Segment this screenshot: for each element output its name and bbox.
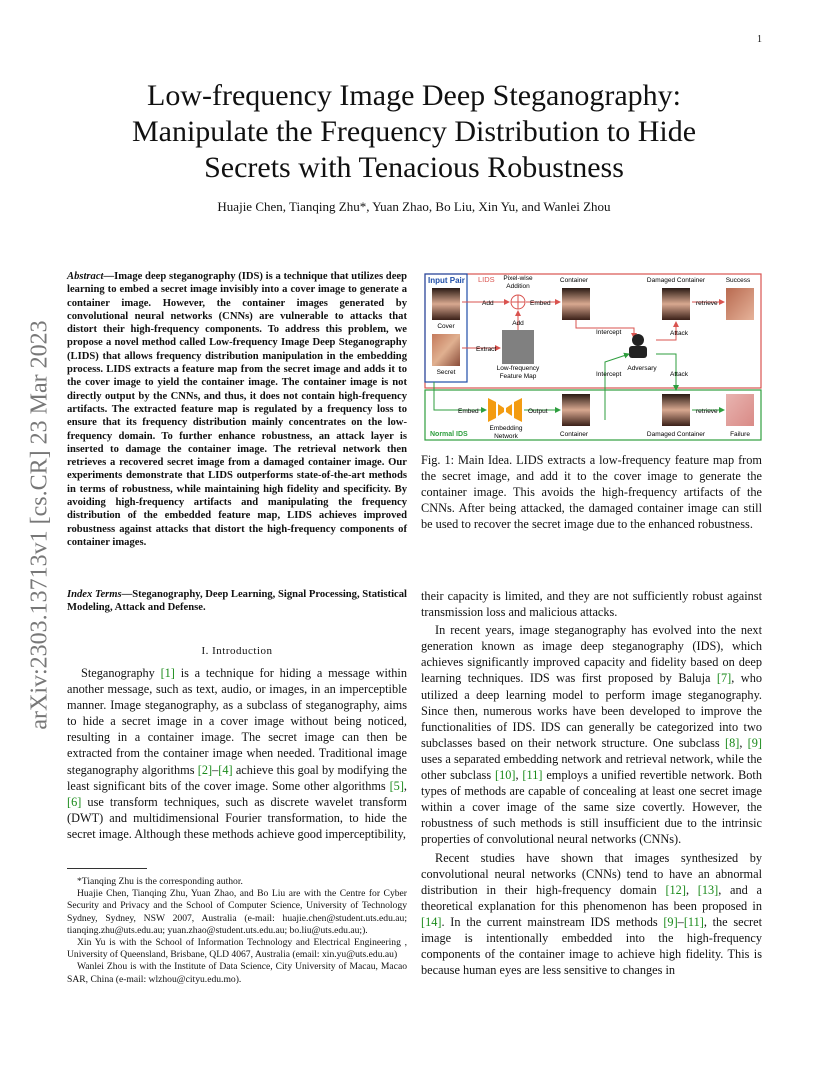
- container-bottom-label: Container: [559, 431, 589, 438]
- text-run: use transform techniques, such as discrete wavelet transform (DWT) and multidimensional Fourier transformation, to hide the secret image. Although these methods achieve good imperceptibility,: [67, 794, 407, 841]
- citation-link[interactable]: [12]: [665, 882, 686, 897]
- secret-label: Secret: [436, 369, 456, 376]
- paragraph: [67, 665, 407, 842]
- index-terms-label: Index Terms: [67, 589, 122, 600]
- citation-link[interactable]: [6]: [67, 794, 82, 809]
- extract-label: Extract: [476, 346, 497, 353]
- intercept2-label: Intercept: [596, 371, 622, 378]
- index-terms: [67, 588, 407, 615]
- addition-label: Addition: [506, 283, 530, 290]
- citation-link[interactable]: [2]: [197, 762, 213, 777]
- citation-link[interactable]: [5]: [389, 778, 404, 793]
- text-run: , who utilized a deep learning model to perform image steganography. Since then, numerous works have been developed to improve the functionalities of IDS. IDS can generally be categorized into two subclasses based on their network structure. One subclass: [421, 671, 762, 750]
- text-run: , the secret image is intentionally embedded into the high-frequency components of the container image to achieve high fidelity. This is because human eyes are less sensitive to changes in: [421, 914, 763, 978]
- secret-image: [432, 334, 460, 366]
- container-top-image: [562, 288, 590, 320]
- abstract-label: Abstract: [67, 271, 104, 282]
- footnotes: [67, 876, 407, 986]
- footnote: Wanlei Zhou is with the Institute of Data Science, City University of Macau, Macao SAR, China (e-mail: wlzhou@cityu.edu.mo).: [67, 961, 407, 985]
- intercept1-label: Intercept: [596, 329, 622, 336]
- lowfreq2-label: Feature Map: [499, 373, 537, 380]
- damaged-bottom-label: Damaged Container: [646, 431, 706, 438]
- damaged-top-image: [662, 288, 690, 320]
- feature-map: [502, 330, 534, 364]
- embedding-network-icon: [488, 398, 522, 422]
- embed1-label: Embed: [530, 300, 551, 307]
- text-run: . In the current mainstream IDS methods: [441, 914, 664, 929]
- failure-label: Failure: [730, 431, 750, 438]
- pixelwise-label: Pixel-wise: [503, 275, 533, 282]
- paragraph: [421, 850, 762, 979]
- add1-label: Add: [482, 300, 494, 307]
- normal-ids-box: [425, 390, 761, 440]
- cover-image: [432, 288, 460, 320]
- embedding2-label: Network: [494, 433, 518, 440]
- text-run: ,: [685, 882, 698, 897]
- failure-image: [726, 394, 754, 426]
- retrieve1-label: retrieve: [696, 300, 718, 307]
- figure-caption: Fig. 1: Main Idea. LIDS extracts a low-frequency feature map from the secret image, and add it to the cover image to generate the container image. This avoids the high-frequency artifacts of the CNNs. After being attacked, the damaged container image can still be used to recover the secret image due to the enhanced robustness.: [421, 453, 762, 532]
- intro-left: [67, 665, 407, 842]
- citation-link[interactable]: [14]: [421, 914, 442, 929]
- input-pair-label: Input Pair: [428, 276, 465, 285]
- title-line: Manipulate the Frequency Distribution to Hide: [131, 115, 697, 148]
- text-run: , and a theoretical explanation for this phenomenon has been proposed in: [421, 882, 762, 913]
- container-top-label: Container: [559, 277, 589, 284]
- citation-link[interactable]: [10]: [494, 768, 516, 783]
- success-label: Success: [725, 277, 751, 284]
- section-heading: I. Introduction: [201, 645, 273, 657]
- text-run: achieve this goal by modifying the least significant bits of the cover image. Some other algorithms: [67, 762, 407, 793]
- text-run: is a technique for hiding a message within another message, such as text, audio, or images, in an imperceptible manner. Image steganography, as a subclass of steganography, aims to hide a secret image in a cover image without being noticed, resulting in a container image. The secret image can then be extracted from the container image when needed. Traditional image steganography algorithms: [67, 666, 407, 777]
- text-run: Recent studies have shown that images synthesized by convolutional neural networks (CNNs) tend to have an abnormal distribution in their high-frequency domain: [421, 850, 762, 897]
- lids-box: [425, 274, 761, 388]
- cover-label: Cover: [437, 323, 455, 330]
- text-run: ,: [515, 768, 523, 783]
- citation-link[interactable]: [11]: [522, 768, 543, 783]
- embedding1-label: Embedding: [489, 425, 523, 432]
- text-run: employs a unified revertible network. Both types of methods are capable of concealing at least one secret image within a cover image of the same size covertly. However, the robustness of such methods is still insufficient due to the intrinsic properties of convolutional neural networks (CNNs).: [421, 768, 762, 847]
- figure-diagram: [424, 270, 762, 442]
- attack2-label: Attack: [670, 371, 689, 378]
- intro-right: [421, 588, 762, 978]
- title-line: Secrets with Tenacious Robustness: [204, 151, 624, 184]
- page-number: 1: [757, 34, 762, 45]
- text-run: –: [212, 762, 219, 777]
- footnote: Huajie Chen, Tianqing Zhu, Yuan Zhao, and Bo Liu are with the Centre for Cyber Security and Privacy and the School of Computer Science, University of Technology Sydney, Sydney, NSW 2007, Australia (e-mail: huajie.chen@student.uts.edu.au; tianqing.zhu@uts.edu.au; yuan.zhao@student.uts.edu.au; bo.liu@uts.edu.au;).: [67, 888, 407, 936]
- footnote: Xin Yu is with the School of Information Technology and Electrical Engineering , University of Queensland, Brisbane, QLD 4067, Australia (email: xin.yu@uts.edu.au): [67, 937, 407, 961]
- attack1-label: Attack: [670, 330, 689, 337]
- text-run: In recent years, image steganography has evolved into the next generation known as image deep steganography (IDS), which achieves significantly improved capacity and fidelity based on deep learning techniques. IDS was first proposed by Baluja: [421, 623, 762, 686]
- footnote-rule: [67, 868, 147, 869]
- damaged-bottom-image: [662, 394, 690, 426]
- add2-label: Add: [512, 320, 524, 327]
- text-run: uses a separated embedding network and retrieval network, while the other subclass: [421, 751, 762, 783]
- text-run: Steganography: [81, 666, 161, 680]
- arxiv-id: arXiv:2303.13713v1 [cs.CR] 23 Mar 2023: [26, 320, 53, 730]
- adversary-label: Adversary: [627, 365, 657, 372]
- paragraph: [421, 622, 762, 847]
- citation-link[interactable]: [9]: [663, 914, 678, 929]
- citation-link[interactable]: [11]: [683, 914, 704, 929]
- citation-link[interactable]: [7]: [716, 671, 732, 686]
- citation-link[interactable]: [8]: [724, 735, 740, 750]
- container-bottom-image: [562, 394, 590, 426]
- text-run: ,: [403, 778, 407, 793]
- figure-main-idea: [424, 270, 762, 442]
- abstract: [67, 270, 407, 549]
- abstract-text: —Image deep steganography (IDS) is a technique that utilizes deep learning to embed a secret image invisibly into a cover image to generate a container image. However, the container images generated by convolutional neural networks (CNNs) are vulnerable to attacks that distort their high-frequency components. To address this problem, we propose a novel method called Low-frequency Image Deep Steganography (LIDS) that allows frequency distribution manipulation in the embedding process. LIDS extracts a feature map from the secret image and adds it to the cover image to yield the container image. The container image is not directly output by the CNNs, and thus, it does not contain high-frequency artifacts. The extracted feature map is regulated by a frequency loss to ensure that its frequency distribution mainly concentrates on the low-frequency domain. To further enhance robustness, an attack layer is inserted to damage the container image. The retrieval network then retrieves a recovered secret image from a damaged container image. Our experiments demonstrate that LIDS outperforms state-of-the-art methods in terms of robustness, while maintaining high fidelity and specificity. By avoiding high-frequency artifacts and manipulating the frequency distribution of the embedded feature map, LIDS achieves improved robustness against attacks that distort the high-frequency components of container images.: [67, 271, 407, 548]
- citation-link[interactable]: [13]: [697, 882, 719, 897]
- damaged-top-label: Damaged Container: [646, 277, 706, 284]
- lids-label: LIDS: [478, 275, 495, 284]
- author-list: Huajie Chen, Tianqing Zhu*, Yuan Zhao, Bo Liu, Xin Yu, and Wanlei Zhou: [217, 199, 611, 214]
- text-run: –: [677, 914, 684, 929]
- arxiv-watermark: [20, 285, 60, 765]
- retrieve2-label: retrieve: [696, 408, 718, 415]
- success-image: [726, 288, 754, 320]
- text-run: ,: [739, 735, 748, 750]
- embed2-label: Embed: [458, 408, 479, 415]
- citation-link[interactable]: [9]: [747, 735, 763, 750]
- paper-title: [70, 78, 758, 186]
- footnote: *Tianqing Zhu is the corresponding author.: [77, 876, 243, 887]
- paragraph: their capacity is limited, and they are not sufficiently robust against transmission loss and malicious attacks.: [421, 589, 762, 620]
- title-line: Low-frequency Image Deep Steganography:: [147, 79, 681, 112]
- lowfreq1-label: Low-frequency: [496, 365, 540, 372]
- citation-link[interactable]: [1]: [160, 666, 175, 680]
- citation-link[interactable]: [4]: [218, 762, 233, 777]
- index-terms-text: —Steganography, Deep Learning, Signal Processing, Statistical Modeling, Attack and Defense.: [67, 589, 407, 614]
- output-label: Output: [528, 408, 548, 415]
- normal-ids-label: Normal IDS: [430, 431, 468, 438]
- adversary-icon: [629, 334, 647, 358]
